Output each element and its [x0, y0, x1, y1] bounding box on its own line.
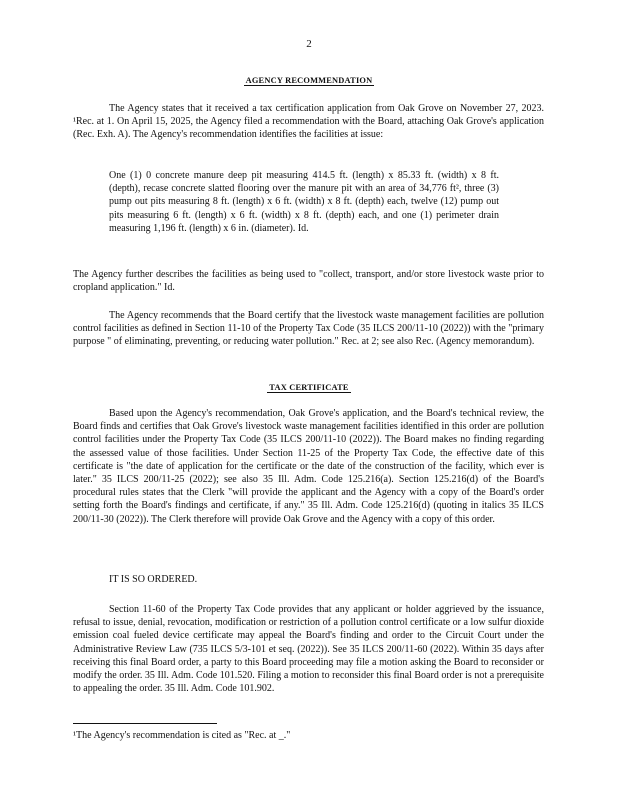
heading-agency-recommendation [0, 76, 618, 85]
paragraph-agency-recommends: The Agency recommends that the Board certify that the livestock waste management facilities are pollution control facilities as defined in Section 11-10 of the Property Tax Code (35 ILCS 200/11-10 (2022)) with the "primary purpose " of eliminating, preventing, or reducing water pollution." Rec. at 2; see also Rec. (Agency memorandum). [73, 310, 544, 348]
block-quote-facilities: One (1) 0 concrete manure deep pit measuring 414.5 ft. (length) x 85.33 ft. (width) x 8 ft. (depth), recase concrete slatted flooring over the manure pit with an area of 34,776 ft², three (3) pump out pits measuring 8 ft. (length) x 6 ft. (width) x 8 ft. (depth) each, twelve (12) pump out pits measuring 6 ft. (length) x 6 ft. (width) x 8 ft. (depth) each, and one (1) perimeter drain measuring 1,196 ft. (length) x 6 in. (diameter). Id. [109, 170, 499, 234]
heading-tax-certificate [0, 383, 618, 392]
footnote-divider [73, 723, 217, 724]
so-ordered-statement: IT IS SO ORDERED. [109, 574, 198, 585]
paragraph-board-findings: Based upon the Agency's recommendation, Oak Grove's application, and the Board's technical review, the Board finds and certifies that Oak Grove's livestock waste management facilities identified in this order are pollution control facilities under the Property Tax Code (35 ILCS 200/11-10 (2022)). The Board makes no finding regarding the assessed value of those facilities. Under Section 11-25 of the Property Tax Code, the effective date of this certificate is "the date of application for the certificate or the date of the construction of the facility, which ever is later." 35 ILCS 200/11-25 (2022); see also 35 Ill. Adm. Code 125.216(a). Section 125.216(d) of the Board's procedural rules states that the Clerk "will provide the applicant and the Agency with a copy of the Board's order setting forth the Board's findings and certificate, if any." 35 Ill. Adm. Code 125.216(d) (quoting in italics 35 ILCS 200/11-30 (2022)). The Clerk therefore will provide Oak Grove and the Agency with a copy of this order. [73, 408, 544, 525]
footnote: ¹The Agency's recommendation is cited as "Rec. at _." [73, 730, 291, 741]
paragraph-appeal-rights: Section 11-60 of the Property Tax Code provides that any applicant or holder aggrieved by the issuance, refusal to issue, denial, revocation, modification or restriction of a pollution control certificate or a low sulfur dioxide emission coal fueled device certificate may appeal the Board's finding and order to the Circuit Court under the Administrative Review Law (735 ILCS 5/3-101 et seq. (2022)). See 35 ILCS 200/11-60 (2022). Within 35 days after receiving this final Board order, a party to this Board proceeding may file a motion asking the Board to reconsider or modify the order. 35 Ill. Adm. Code 101.520. Filing a motion to reconsider this final Board order is not a prerequisite to appealing the order. 35 Ill. Adm. Code 101.902. [73, 604, 544, 695]
paragraph-facility-description: The Agency further describes the facilities as being used to "collect, transport, and/or store livestock waste prior to cropland application." Id. [73, 269, 544, 294]
paragraph-agency-statement: The Agency states that it received a tax certification application from Oak Grove on November 27, 2023. ¹Rec. at 1. On April 15, 2025, the Agency filed a recommendation with the Board, attaching Oak Grove's application (Rec. Exh. A). The Agency's recommendation identifies the facilities at issue: [73, 103, 544, 141]
heading-tax-certificate-text: TAX CERTIFICATE [269, 383, 349, 392]
heading-agency-recommendation-text: AGENCY RECOMMENDATION [245, 76, 373, 85]
page-number: 2 [306, 38, 312, 50]
